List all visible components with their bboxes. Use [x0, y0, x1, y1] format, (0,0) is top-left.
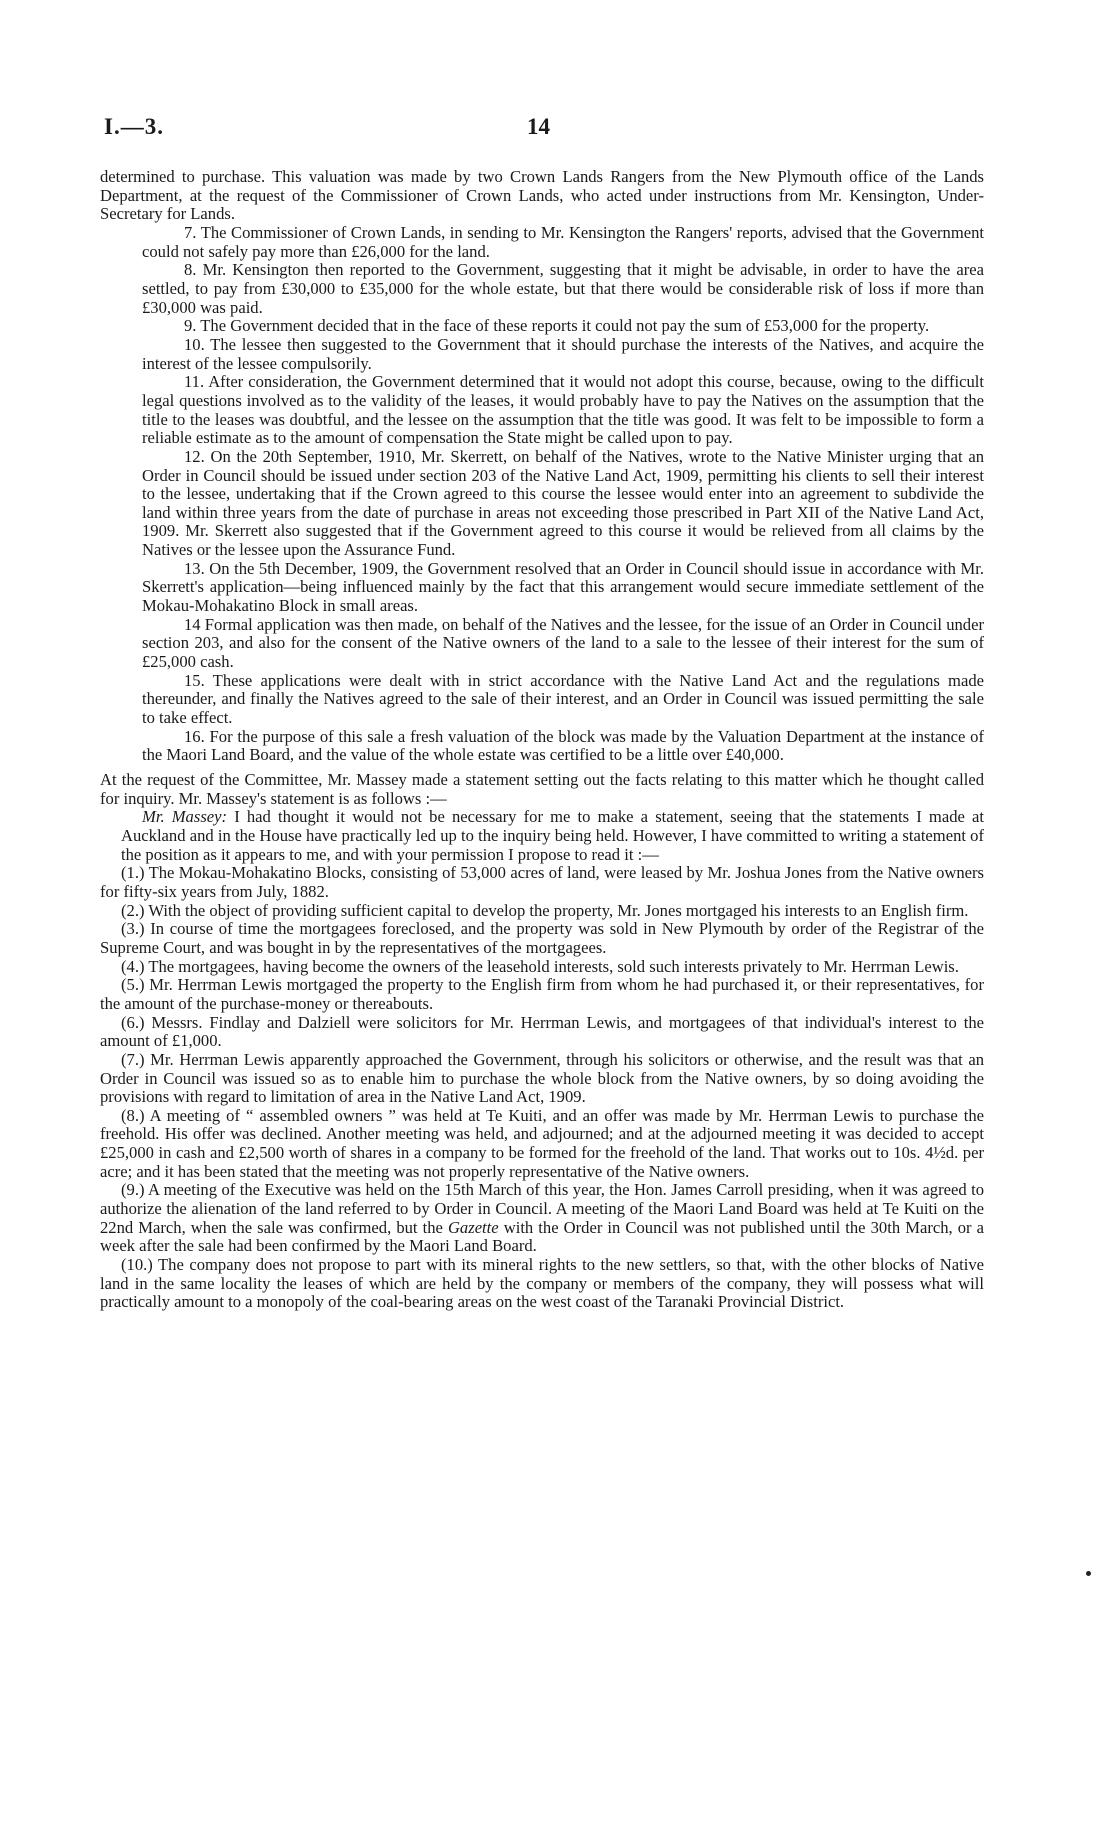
- paragraph-16: 16. For the purpose of this sale a fresh valuation of the block was made by the Valuation Department at the instance of the Maori Land Board, and the value of the whole estate was certified to be a little over £40,000.: [142, 726, 984, 765]
- statement-item-10: (10.) The company does not propose to part with its mineral rights to the new settlers, so that, with the other blocks of Native land in the same locality the leases of which are held by the company or members of the company, they will possess what will practically amount to a monopoly of the coal-bearing areas on the west coast of the Taranaki Provincial District.: [100, 1255, 984, 1312]
- paragraph-11: 11. After consideration, the Government determined that it would not adopt this course, because, owing to the difficult legal questions involved as to the validity of the leases, it would probably have to pay the Natives on the assumption that the title to the leases was doubtful, and the lessee on the assumption that the title was good. It was felt to be impossible to form a reliable estimate as to the amount of compensation the State might be called upon to pay.: [142, 372, 984, 448]
- statement-intro: [100, 771, 984, 808]
- paragraph-12: 12. On the 20th September, 1910, Mr. Skerrett, on behalf of the Natives, wrote to the Native Minister urging that an Order in Council should be issued under section 203 of the Native Land Act, 1909, permitting his clients to sell their interest to the lessee, undertaking that if the Crown agreed to this course the lessee would enter into an agreement to subdivide the land within three years from the date of purchase in areas not exceeding those prescribed in Part XII of the Native Land Act, 1909. Mr. Skerrett also suggested that if the Government agreed to this course it would be relieved from all claims by the Natives or the lessee upon the Assurance Fund.: [142, 446, 984, 560]
- document-body: [100, 168, 984, 1312]
- paragraph-15: 15. These applications were dealt with in strict accordance with the Native Land Act and the regulations made thereunder, and finally the Natives agreed to the sale of their interest, and an Order in Council was issued permitting the sale to take effect.: [142, 670, 984, 728]
- paragraph-14: 14 Formal application was then made, on behalf of the Natives and the lessee, for the issue of an Order in Council under section 203, and also for the consent of the Native owners of the land to a sale to the lessee of their interest for the sum of £25,000 cash.: [142, 614, 984, 672]
- paragraph-10: 10. The lessee then suggested to the Government that it should purchase the interests of the Natives, and acquire the interest of the lessee compulsorily.: [142, 334, 984, 373]
- statement-item-4: (4.) The mortgagees, having become the owners of the leasehold interests, sold such interests privately to Mr. Herrman Lewis.: [121, 956, 959, 976]
- paper-reference: I.—3.: [104, 114, 164, 139]
- paragraph-8: 8. Mr. Kensington then reported to the Government, suggesting that it might be advisable, in order to have the area settled, to pay from £30,000 to £35,000 for the whole estate, but that there would be considerable risk of loss if more than £30,000 was paid.: [142, 260, 984, 317]
- paragraph-7: 7. The Commissioner of Crown Lands, in sending to Mr. Kensington the Rangers' reports, advised that the Government could not safely pay more than £26,000 for the land.: [142, 222, 984, 261]
- gazette-italic: Gazette: [447, 1217, 499, 1237]
- statement-item-8: (8.) A meeting of “ assembled owners ” was held at Te Kuiti, and an offer was made by Mr. Herrman Lewis to purchase the freehold. His offer was declined. Another meeting was held, and adjourned; and at the adjourned meeting it was decided to accept £25,000 in cash and £2,500 worth of shares in a company to be formed for the freehold of the land. That works out to 10s. 4½d. per acre; and it has been stated that the meeting was not properly representative of the Native owners.: [100, 1105, 984, 1181]
- statement-opening: [100, 808, 984, 864]
- statement-item-5: (5.) Mr. Herrman Lewis mortgaged the property to the English firm from whom he had purchased it, or their representatives, for the amount of the purchase-money or thereabouts.: [100, 975, 984, 1013]
- statement-item-2: (2.) With the object of providing sufficient capital to develop the property, Mr. Jones mortgaged his interests to an English firm.: [121, 900, 969, 920]
- page-number: 14: [527, 114, 550, 139]
- statement-item-9: (9.) A meeting of the Executive was held on the 15th March of this year, the Hon. James Carroll presiding, when it was agreed to authorize the alienation of the land referred to by Order in Council. A meeting of the Maori Land Board was held at Te Kuiti on the 22nd March, when the sale was confirmed, but the Gazette with the Order in Council was not published until the 30th March, or a week after the sale had been confirmed by the Maori Land Board.: [100, 1180, 984, 1256]
- statement-opening-text: I had thought it would not be necessary for me to make a statement, seeing that the statements I made at Auckland and in the House have practically led up to the inquiry being held. However, I have committed to writing a statement of the position as it appears to me, and with your permission I propose to read it :—: [121, 807, 984, 864]
- paragraph-13: 13. On the 5th December, 1909, the Government resolved that an Order in Council should issue in accordance with Mr. Skerrett's application—being influenced mainly by the fact that this arrangement would secure immediate settlement of the Mokau-Mohakatino Block in small areas.: [142, 558, 984, 616]
- paragraph-continuation: determined to purchase. This valuation was made by two Crown Lands Rangers from the New Plymouth office of the Lands Department, at the request of the Commissioner of Crown Lands, who acted under instructions from Mr. Kensington, Under-Secretary for Lands.: [100, 167, 984, 224]
- statement-item-7: (7.) Mr. Herrman Lewis apparently approached the Government, through his solicitors or otherwise, and the result was that an Order in Council was issued so as to enable him to purchase the whole block from the Native owners, by so doing avoiding the provisions with regard to limitation of area in the Native Land Act, 1909.: [100, 1049, 984, 1107]
- statement-item-3: (3.) In course of time the mortgagees foreclosed, and the property was sold in New Plymouth by order of the Registrar of the Supreme Court, and was bought in by the representatives of the mortgagees.: [100, 919, 984, 957]
- statement-speaker: Mr. Massey:: [142, 807, 228, 827]
- statement-item-6: (6.) Messrs. Findlay and Dalziell were solicitors for Mr. Herrman Lewis, and mortgagees of that individual's interest to the amount of £1,000.: [100, 1012, 984, 1051]
- margin-mark-dot: [1086, 1571, 1091, 1576]
- statement-item-1: (1.) The Mokau-Mohakatino Blocks, consisting of 53,000 acres of land, were leased by Mr. Joshua Jones from the Native owners for fifty-six years from July, 1882.: [100, 863, 984, 901]
- statement-intro-text: At the request of the Committee, Mr. Massey made a statement setting out the facts relating to this matter which he thought called for inquiry. Mr. Massey's statement is as follows :—: [100, 770, 984, 808]
- paragraph-9: 9. The Government decided that in the face of these reports it could not pay the sum of £53,000 for the property.: [184, 316, 930, 336]
